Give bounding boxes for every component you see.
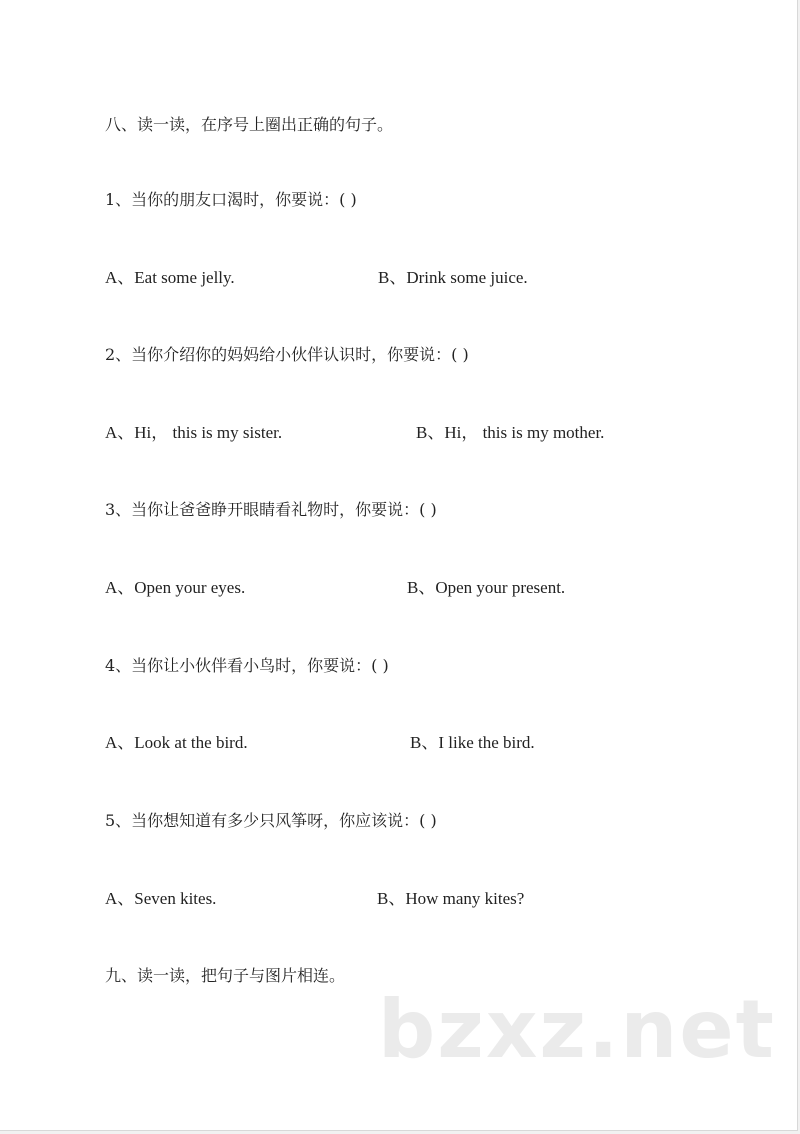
q3-option-a: A、Open your eyes.	[105, 578, 246, 597]
question-4: 4、当你让小伙伴看小鸟时，你要说：( )	[105, 656, 389, 675]
section-9-title: 九、读一读，把句子与图片相连。	[105, 966, 346, 985]
q5-option-a: A、Seven kites.	[105, 889, 217, 908]
question-2: 2、当你介绍你的妈妈给小伙伴认识时，你要说：( )	[105, 345, 469, 364]
q4-option-a: A、Look at the bird.	[105, 733, 248, 752]
watermark: bzxz.net	[378, 983, 776, 1076]
q1-option-b: B、Drink some juice.	[378, 268, 528, 287]
question-1: 1、当你的朋友口渴时，你要说：( )	[105, 190, 357, 209]
q4-option-b: B、I like the bird.	[410, 733, 535, 752]
q5-option-b: B、How many kites?	[377, 889, 525, 908]
q3-option-b: B、Open your present.	[407, 578, 566, 597]
q1-option-a: A、Eat some jelly.	[105, 268, 235, 287]
q2-option-b: B、Hi， this is my mother.	[416, 423, 605, 442]
question-5: 5、当你想知道有多少只风筝呀，你应该说：( )	[105, 811, 437, 830]
question-3: 3、当你让爸爸睁开眼睛看礼物时，你要说：( )	[105, 500, 437, 519]
q2-option-a: A、Hi， this is my sister.	[105, 423, 283, 442]
section-8-title: 八、读一读，在序号上圈出正确的句子。	[105, 115, 394, 134]
